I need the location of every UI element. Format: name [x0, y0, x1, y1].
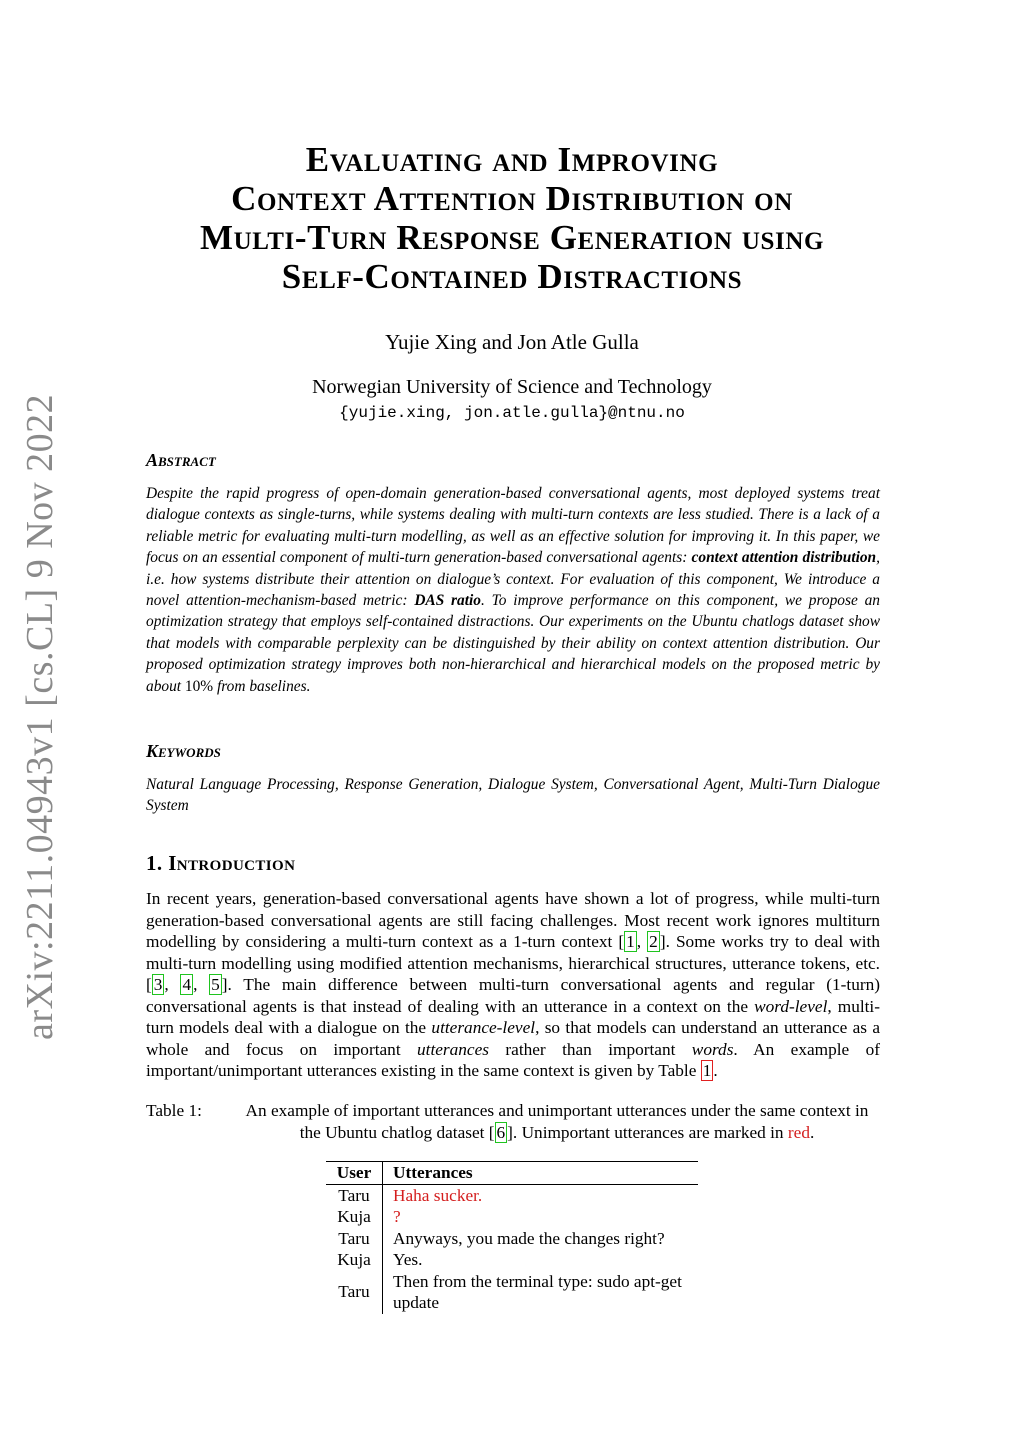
author-emails: {yujie.xing, jon.atle.gulla}@ntnu.no	[339, 404, 685, 422]
table-row	[326, 1228, 698, 1250]
title-line-1: Evaluating and Improving	[305, 140, 719, 179]
introduction-heading: 1. Introduction	[146, 851, 296, 875]
introduction-paragraph: In recent years, generation-based conversational agents have shown a lot of progress, while multi-turn generation-based conversational agents are still facing challenges. Most recent work ignores multiturn modelling by considering a multi-turn context as a 1-turn context [ 1 , 2 ]. Some works try to deal with multi-turn modelling using modified attention mechanisms, hierarchical structures, utterance tokens, etc. [ 3 , 4 , 5 ]. The main difference between multi-turn conversational agents and regular (1-turn) conversational agents is that instead of dealing with an utterance in a context on the word-level, multi-turn models deal with a dialogue on the utterance-level, so that models can understand an utterance as a whole and focus on important utterances rather than important words. An example of important/unimportant utterances existing in the same context is given by Table 1 .	[146, 889, 881, 1080]
affiliation: Norwegian University of Science and Technology	[312, 376, 712, 398]
table-row	[326, 1206, 698, 1228]
citation-link[interactable]: 6	[496, 1123, 506, 1142]
table-reference-link[interactable]: 1	[702, 1061, 712, 1080]
citation-link[interactable]: 5	[211, 975, 220, 994]
user-cell: Taru	[326, 1271, 383, 1314]
user-cell: Taru	[326, 1184, 383, 1206]
table-caption-text: An example of important utterances and unimportant utterances under the same context in the Ubuntu chatlog dataset [ 6 ]. Unimportant utterances are marked in red.	[245, 1101, 869, 1142]
utterance-cell-unimportant: Haha sucker.	[393, 1185, 483, 1205]
utterance-cell: Yes.	[393, 1250, 423, 1269]
utterance-cell: Anyways, you made the changes right?	[393, 1228, 665, 1248]
user-cell: Kuja	[326, 1206, 383, 1228]
arxiv-identifier-stamp: arXiv:2211.04943v1 [cs.CL] 9 Nov 2022	[19, 393, 61, 1040]
table-caption-label: Table 1:	[146, 1101, 202, 1120]
user-cell: Kuja	[326, 1249, 383, 1271]
table-header-row	[326, 1162, 698, 1185]
utterance-table	[326, 1161, 698, 1314]
title-line-3: Multi-Turn Response Generation using	[199, 218, 825, 257]
citation-link[interactable]: 4	[182, 975, 192, 994]
table-caption	[146, 1100, 880, 1144]
citation-link[interactable]: 3	[153, 975, 163, 994]
citation-link[interactable]: 1	[626, 932, 635, 951]
utterance-cell: Then from the terminal type: sudo apt-get update	[393, 1271, 682, 1312]
abstract-heading: Abstract	[146, 450, 216, 470]
user-cell: Taru	[326, 1228, 383, 1250]
table-row	[326, 1271, 698, 1314]
column-header-utterances: Utterances	[383, 1162, 699, 1185]
keywords-text: Natural Language Processing, Response Generation, Dialogue System, Conversational Agent, Multi-Turn Dialogue System	[146, 776, 880, 815]
utterance-cell-unimportant: ?	[393, 1207, 401, 1226]
abstract-text: Despite the rapid progress of open-domain generation-based conversational agents, most deployed systems treat dialogue contexts as single-turns, while systems dealing with multi-turn contexts are less studied. There is a lack of a reliable metric for evaluating multi-turn modelling, as well as an effective solution for improving it. In this paper, we focus on an essential component of multi-turn generation-based conversational agents: context attention distribution, i.e. how systems distribute their attention on dialogue’s context. For evaluation of this component, We introduce a novel attention-mechanism-based metric: DAS ratio. To improve performance on this component, we propose an optimization strategy that employs self-contained distractions. Our experiments on the Ubuntu chatlogs dataset show that models with comparable perplexity can be distinguished by their ability on context attention distribution. Our proposed optimization strategy improves both non-hierarchical and hierarchical models on the proposed metric by about 10% from baselines.	[146, 485, 880, 695]
abstract-bold-term: context attention distribution	[691, 549, 877, 567]
paper-title	[100, 140, 924, 296]
authors: Yujie Xing and Jon Atle Gulla	[385, 330, 639, 354]
title-line-2: Context Attention Distribution on	[231, 179, 793, 218]
citation-link[interactable]: 2	[649, 932, 658, 951]
abstract-bold-metric: DAS ratio	[414, 592, 481, 610]
keywords-heading: Keywords	[146, 741, 221, 761]
column-header-user: User	[326, 1162, 383, 1185]
table-row	[326, 1249, 698, 1271]
title-line-4: Self-Contained Distractions	[281, 257, 743, 296]
table-row	[326, 1184, 698, 1206]
